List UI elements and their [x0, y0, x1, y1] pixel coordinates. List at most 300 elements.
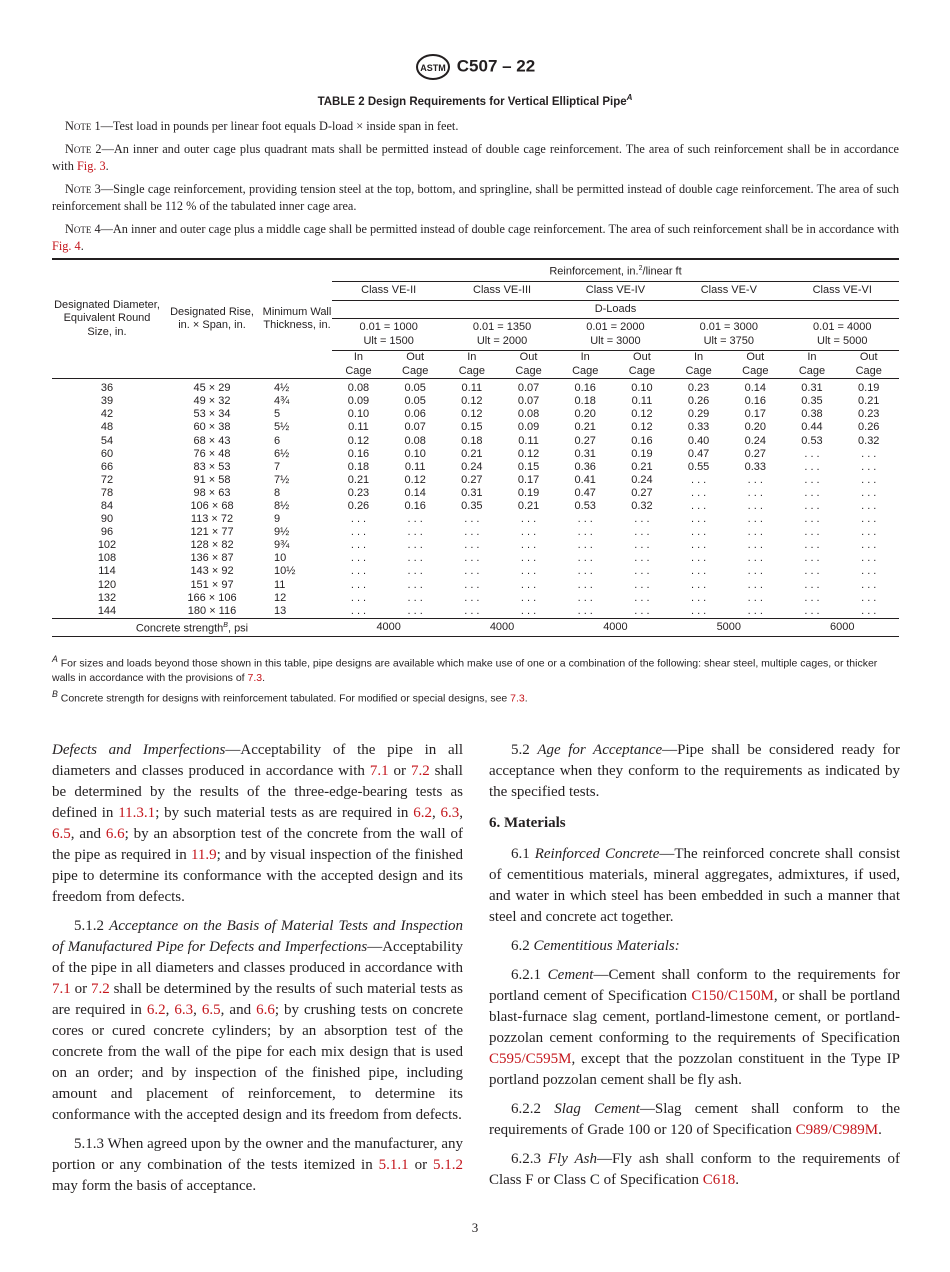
- in-cage-cell: 0.35: [801, 395, 823, 408]
- rise-span-cell: 121 × 77: [190, 526, 234, 539]
- wall-thickness-cell: 4¾: [274, 395, 290, 408]
- in-cage-cell: 0.15: [461, 421, 483, 434]
- text-run: or: [408, 1157, 433, 1173]
- in-cage-cell: . . .: [804, 539, 820, 552]
- table-row: [52, 435, 899, 448]
- in-cage-cell: 0.23: [347, 486, 370, 499]
- in-cage-cell: . . .: [577, 552, 593, 565]
- in-cage-cell: . . .: [804, 565, 820, 578]
- dload-ult: Ult = 5000: [817, 334, 868, 347]
- table-row: [52, 487, 899, 500]
- in-cage-cell: 0.21: [574, 421, 596, 434]
- in-cage-cell: . . .: [464, 578, 480, 591]
- out-cage-cell: 0.14: [744, 382, 766, 395]
- text-run: ; by such material tests as are required in: [155, 805, 414, 821]
- in-cage-cell: . . .: [464, 565, 480, 578]
- out-cage-cell: . . .: [747, 539, 763, 552]
- text-run: —Cement shall conform to the requirements for portland cement of Specification: [489, 967, 900, 1004]
- left-text-column: [52, 740, 463, 1205]
- cross-reference-link[interactable]: 6.2: [413, 805, 432, 821]
- paragraph: [489, 1099, 900, 1141]
- size-cell: 42: [100, 408, 114, 421]
- text-run: , and: [70, 826, 106, 842]
- in-cage-cell: . . .: [577, 565, 593, 578]
- out-cage-cell: 0.08: [404, 434, 426, 447]
- class-header: Class VE-IV: [559, 282, 672, 301]
- note-text: .: [105, 159, 109, 173]
- in-cage-cell: . . .: [350, 578, 367, 591]
- text-run: —Acceptability of the pipe in all diameters and classes produced in accordance with: [52, 742, 463, 779]
- text-run: 6.1: [511, 846, 535, 862]
- out-cage-cell: . . .: [747, 591, 763, 604]
- out-cage-cell: 0.21: [858, 395, 880, 408]
- note-label: Note 4: [65, 222, 101, 236]
- italic-heading: Age for Acceptance: [537, 742, 663, 758]
- cross-reference-link[interactable]: C595/C595M: [489, 1051, 572, 1067]
- in-cage-cell: 0.44: [801, 421, 823, 434]
- table-row: [52, 592, 899, 605]
- in-cage-cell: . . .: [690, 526, 707, 539]
- out-cage-cell: . . .: [747, 526, 763, 539]
- cross-reference-link[interactable]: 6.3: [174, 1002, 194, 1018]
- table-row: [52, 526, 899, 539]
- cross-reference-link[interactable]: 5.1.1: [378, 1157, 409, 1173]
- paragraph: [52, 916, 463, 1126]
- size-cell: 132: [97, 591, 117, 604]
- in-cage-cell: 0.11: [348, 421, 369, 434]
- in-cage-header: In Cage: [445, 351, 498, 379]
- rise-span-cell: 151 × 97: [190, 578, 234, 591]
- out-cage-cell: . . .: [520, 565, 537, 578]
- text-run: —Acceptability of the pipe in all diameters and classes produced in accordance with: [52, 939, 463, 976]
- out-cage-cell: . . .: [634, 552, 650, 565]
- rise-span-cell: 53 × 34: [193, 408, 231, 421]
- out-cage-cell: 0.15: [517, 460, 540, 473]
- in-cage-cell: . . .: [690, 591, 707, 604]
- out-cage-cell: 0.10: [404, 447, 426, 460]
- table-row: [52, 552, 899, 565]
- in-cage-cell: . . .: [577, 591, 593, 604]
- cross-reference-link[interactable]: 7.3: [510, 692, 525, 704]
- in-cage-cell: . . .: [577, 513, 593, 526]
- cross-reference-link[interactable]: 7.2: [410, 763, 430, 779]
- class-header: Class VE-V: [672, 282, 785, 301]
- note-link[interactable]: Fig. 4: [52, 239, 81, 253]
- out-cage-cell: . . .: [861, 447, 877, 460]
- cross-reference-link[interactable]: 6.2: [146, 1002, 166, 1018]
- cross-reference-link[interactable]: 7.3: [247, 671, 263, 684]
- text-run: or: [388, 763, 411, 779]
- concrete-strength-value: 4000: [376, 620, 401, 633]
- cross-reference-link[interactable]: 6.5: [201, 1002, 221, 1018]
- in-cage-cell: . . .: [804, 486, 820, 499]
- cross-reference-link[interactable]: C989/C989M: [795, 1122, 879, 1138]
- in-cage-cell: 0.18: [347, 460, 370, 473]
- text-run: ,: [165, 1002, 175, 1018]
- text-run: .: [262, 671, 266, 684]
- rise-span-cell: 128 × 82: [190, 539, 234, 552]
- rise-span-cell: 136 × 87: [190, 552, 234, 565]
- out-cage-cell: . . .: [861, 552, 877, 565]
- wall-thickness-cell: 9½: [274, 526, 290, 539]
- footnote-mark: B: [52, 688, 58, 699]
- dload-01: 0.01 = 3000: [699, 321, 759, 334]
- in-cage-cell: 0.26: [687, 395, 710, 408]
- out-cage-cell: . . .: [861, 591, 877, 604]
- col-header-size: Designated Diameter, Equivalent Round Size, in.: [52, 259, 162, 379]
- in-cage-cell: 0.18: [574, 395, 596, 408]
- cross-reference-link[interactable]: 6.6: [256, 1002, 275, 1018]
- out-cage-cell: . . .: [634, 526, 650, 539]
- in-cage-cell: . . .: [464, 591, 480, 604]
- wall-thickness-cell: 5: [274, 408, 281, 421]
- out-cage-cell: 0.07: [404, 421, 426, 434]
- out-cage-cell: . . .: [861, 473, 877, 486]
- size-cell: 78: [100, 486, 114, 499]
- text-run: ; by crushing tests on concrete cores or cured concrete cylinders; by an absorption test of the concrete from the wall of the pipe for each mix design that is used on an order; and by inspection of the finished pipe, including amount and placement of reinforcement, to determine its conformance with the accepted design and its freedom from defects.: [52, 1002, 464, 1123]
- concrete-strength-value: 5000: [716, 620, 742, 633]
- out-cage-cell: 0.12: [517, 447, 540, 460]
- table-row: [52, 565, 899, 578]
- table-note: [52, 221, 899, 255]
- italic-heading: Fly Ash: [547, 1151, 597, 1167]
- rise-span-cell: 180 × 116: [187, 604, 237, 617]
- size-cell: 84: [100, 500, 114, 512]
- cross-reference-link[interactable]: 11.3.1: [118, 805, 156, 821]
- out-cage-cell: 0.10: [631, 382, 653, 395]
- paragraph: [489, 936, 900, 957]
- size-cell: 102: [97, 539, 117, 552]
- italic-heading: Slag Cement: [554, 1101, 640, 1117]
- text-run: or: [70, 981, 91, 997]
- out-cage-cell: 0.20: [744, 421, 766, 434]
- table-notes: [52, 118, 899, 261]
- cross-reference-link[interactable]: 11.9: [190, 847, 217, 863]
- cross-reference-link[interactable]: 7.1: [52, 981, 71, 997]
- italic-heading: Cementitious Materials:: [533, 938, 680, 954]
- out-cage-header: Out Cage: [385, 351, 445, 379]
- out-cage-header: Out Cage: [838, 351, 899, 379]
- in-cage-cell: . . .: [690, 539, 707, 552]
- in-cage-cell: . . .: [350, 539, 367, 552]
- concrete-strength-value: 6000: [830, 620, 855, 633]
- out-cage-cell: . . .: [747, 604, 763, 617]
- out-cage-cell: 0.32: [631, 500, 653, 512]
- cross-reference-link[interactable]: 6.5: [52, 826, 71, 842]
- dload-01: 0.01 = 1000: [359, 321, 418, 334]
- note-text: .: [80, 239, 84, 253]
- out-cage-cell: . . .: [861, 604, 877, 617]
- italic-heading: Acceptance on the Basis of Material Tests and Inspection of Manufactured Pipe for Defects and Imperfections: [52, 918, 464, 955]
- out-cage-cell: 0.19: [517, 486, 540, 499]
- in-cage-header: In Cage: [672, 351, 725, 379]
- rise-span-cell: 68 × 43: [193, 434, 231, 447]
- out-cage-cell: 0.11: [404, 460, 426, 473]
- text-run: For sizes and loads beyond those shown in this table, pipe designs are available which make use of one or a combination of the following: shear steel, multiple cages, or thicker walls in accordance with the provisions of: [52, 657, 878, 684]
- out-cage-cell: . . .: [520, 604, 537, 617]
- out-cage-cell: . . .: [634, 591, 650, 604]
- table-row: [52, 579, 899, 592]
- in-cage-cell: . . .: [804, 578, 820, 591]
- in-cage-cell: 0.10: [347, 408, 370, 421]
- size-cell: 114: [98, 565, 116, 578]
- out-cage-cell: 0.24: [744, 434, 766, 447]
- out-cage-cell: . . .: [747, 565, 763, 578]
- col-header-rise: Designated Rise, in. × Span, in.: [162, 259, 262, 379]
- in-cage-cell: 0.21: [461, 447, 483, 460]
- dload-01: 0.01 = 1350: [472, 321, 532, 334]
- out-cage-cell: 0.17: [517, 473, 540, 486]
- size-cell: 90: [100, 513, 114, 526]
- in-cage-cell: 0.31: [801, 382, 823, 395]
- page-number: 3: [471, 1220, 479, 1235]
- text-run: , except that the pozzolan constituent in the Type IP portland pozzolan cement shall be fly ash.: [489, 1051, 900, 1088]
- out-cage-header: Out Cage: [612, 351, 672, 379]
- wall-thickness-cell: 9: [274, 513, 281, 526]
- out-cage-cell: 0.17: [744, 408, 766, 421]
- in-cage-cell: 0.11: [461, 382, 483, 395]
- text-run: 5.2: [511, 742, 538, 758]
- wall-thickness-cell: 4½: [274, 382, 290, 395]
- size-cell: 48: [100, 421, 114, 434]
- dload-01: 0.01 = 2000: [586, 321, 645, 334]
- in-cage-cell: . . .: [464, 604, 480, 617]
- in-cage-cell: 0.53: [801, 434, 823, 447]
- note-text: —An inner and outer cage plus a middle cage shall be permitted instead of double cage reinforcement. The area of such reinforcement shall be in accordance with: [100, 222, 900, 236]
- size-cell: 36: [100, 382, 114, 395]
- text-run: 6. Materials: [489, 815, 566, 831]
- footnote: [52, 652, 899, 685]
- cross-reference-link[interactable]: 7.2: [90, 981, 110, 997]
- out-cage-cell: . . .: [861, 565, 877, 578]
- out-cage-cell: . . .: [861, 460, 877, 473]
- col-header-reinforcement: Reinforcement, in.$^2$/linear ft: [332, 259, 899, 282]
- rise-span-cell: 98 × 63: [193, 486, 231, 499]
- dload-ult: Ult = 2000: [476, 334, 528, 347]
- dload-ult: Ult = 3750: [703, 334, 755, 347]
- in-cage-cell: . . .: [577, 604, 593, 617]
- in-cage-cell: . . .: [804, 500, 820, 512]
- out-cage-cell: . . .: [407, 513, 423, 526]
- out-cage-cell: 0.27: [631, 486, 653, 499]
- in-cage-cell: 0.29: [687, 408, 710, 421]
- text-run: 5.1.3 When agreed upon by the owner and the manufacturer, any portion or any combination of the tests itemized in: [52, 1136, 463, 1173]
- in-cage-cell: 0.26: [347, 500, 370, 512]
- dloads-header: D-Loads: [332, 300, 899, 319]
- in-cage-cell: . . .: [804, 591, 820, 604]
- in-cage-cell: 0.23: [687, 382, 710, 395]
- note-label: Note 2: [65, 142, 102, 156]
- table-row: [52, 461, 899, 474]
- in-cage-cell: . . .: [690, 552, 707, 565]
- in-cage-cell: 0.33: [687, 421, 710, 434]
- in-cage-cell: 0.09: [347, 395, 370, 408]
- wall-thickness-cell: 7: [274, 460, 281, 473]
- out-cage-cell: . . .: [634, 565, 650, 578]
- right-text-column: [489, 740, 900, 1199]
- paragraph: [489, 844, 900, 928]
- designation: C507 – 22: [456, 56, 536, 76]
- footnote-mark: A: [52, 654, 58, 664]
- cross-reference-link[interactable]: 7.1: [369, 763, 389, 779]
- wall-thickness-cell: 10½: [274, 565, 296, 578]
- in-cage-cell: 0.24: [461, 460, 483, 473]
- rise-span-cell: 166 × 106: [187, 591, 237, 604]
- table-note: [52, 181, 899, 215]
- cross-reference-link[interactable]: 6.3: [440, 805, 460, 821]
- in-cage-cell: . . .: [350, 526, 367, 539]
- wall-thickness-cell: 7½: [274, 473, 290, 486]
- out-cage-cell: . . .: [747, 486, 763, 499]
- table-footnotes: [52, 652, 899, 707]
- wall-thickness-cell: 6: [274, 434, 281, 447]
- paragraph: [489, 1149, 900, 1191]
- rise-span-cell: 113 × 72: [190, 513, 234, 526]
- table-title: TABLE 2 Design Requirements for Vertical Elliptical Pipe$^A$: [317, 93, 633, 108]
- wall-thickness-cell: 10: [274, 552, 287, 565]
- size-cell: 60: [100, 447, 114, 460]
- in-cage-cell: . . .: [577, 526, 593, 539]
- out-cage-cell: . . .: [861, 486, 877, 499]
- concrete-strength-label: Concrete strength$^B$, psi: [135, 621, 249, 635]
- size-cell: 108: [97, 552, 117, 565]
- wall-thickness-cell: 6½: [274, 447, 290, 460]
- out-cage-cell: 0.05: [404, 395, 426, 408]
- out-cage-cell: . . .: [861, 513, 877, 526]
- text-run: ; and by visual inspection of the finished pipe to determine its conformance with the accepted design and its freedom from defects.: [52, 847, 463, 905]
- in-cage-cell: . . .: [690, 473, 707, 486]
- col-header-wall: Minimum Wall Thickness, in.: [262, 259, 332, 379]
- class-header: Class VE-VI: [786, 282, 900, 301]
- dload-ult: Ult = 1500: [363, 334, 414, 347]
- size-cell: 72: [100, 473, 114, 486]
- in-cage-cell: . . .: [464, 539, 480, 552]
- out-cage-cell: 0.24: [631, 473, 653, 486]
- in-cage-cell: . . .: [690, 578, 707, 591]
- out-cage-cell: . . .: [520, 526, 537, 539]
- rise-span-cell: 60 × 38: [193, 421, 231, 434]
- table-row: [52, 408, 899, 421]
- note-label: Note 1: [65, 119, 101, 133]
- concrete-strength-value: 4000: [603, 620, 628, 633]
- cross-reference-link[interactable]: C150/C150M: [691, 988, 774, 1004]
- in-cage-cell: . . .: [350, 565, 367, 578]
- wall-thickness-cell: 13: [274, 604, 287, 617]
- in-cage-cell: 0.27: [574, 434, 596, 447]
- table-row: [52, 474, 899, 487]
- table-row: [52, 421, 899, 434]
- out-cage-cell: 0.12: [631, 421, 653, 434]
- in-cage-cell: 0.53: [574, 500, 596, 512]
- note-link[interactable]: Fig. 3: [76, 159, 106, 173]
- in-cage-cell: 0.47: [574, 486, 596, 499]
- in-cage-header: In Cage: [559, 351, 612, 379]
- size-cell: 39: [100, 395, 114, 408]
- wall-thickness-cell: 9¾: [274, 539, 290, 552]
- cross-reference-link[interactable]: C618: [702, 1172, 736, 1188]
- out-cage-cell: 0.19: [631, 447, 653, 460]
- cross-reference-link[interactable]: 6.6: [105, 826, 125, 842]
- in-cage-cell: . . .: [804, 460, 820, 473]
- dload-values: [559, 319, 672, 351]
- out-cage-cell: 0.23: [858, 408, 880, 421]
- out-cage-cell: 0.32: [858, 434, 880, 447]
- in-cage-cell: . . .: [804, 604, 820, 617]
- dload-values: [672, 319, 785, 351]
- rise-span-cell: 76 × 48: [193, 447, 231, 460]
- in-cage-cell: 0.08: [347, 382, 370, 395]
- out-cage-cell: . . .: [747, 500, 763, 512]
- size-cell: 54: [100, 434, 114, 447]
- out-cage-cell: . . .: [407, 591, 423, 604]
- table-note: [52, 141, 899, 175]
- out-cage-cell: . . .: [634, 604, 650, 617]
- out-cage-cell: . . .: [520, 578, 537, 591]
- text-run: , and: [220, 1002, 257, 1018]
- out-cage-cell: . . .: [861, 578, 877, 591]
- table-row: [52, 395, 899, 408]
- table-row: [52, 500, 899, 513]
- out-cage-cell: . . .: [520, 513, 537, 526]
- dload-01: 0.01 = 4000: [813, 321, 872, 334]
- out-cage-cell: . . .: [861, 539, 877, 552]
- svg-text:ASTM: ASTM: [420, 63, 446, 73]
- wall-thickness-cell: 11: [274, 578, 286, 591]
- text-run: .: [524, 692, 528, 704]
- table-note: [52, 118, 899, 135]
- italic-heading: Defects and Imperfections: [52, 742, 226, 758]
- out-cage-header: Out Cage: [498, 351, 558, 379]
- in-cage-cell: . . .: [464, 513, 480, 526]
- in-cage-cell: 0.16: [347, 447, 370, 460]
- in-cage-cell: 0.18: [461, 434, 483, 447]
- cross-reference-link[interactable]: 5.1.2: [433, 1157, 463, 1173]
- text-run: may form the basis of acceptance.: [52, 1178, 257, 1194]
- footnote: [52, 687, 899, 706]
- out-cage-cell: 0.16: [744, 395, 766, 408]
- in-cage-cell: 0.12: [461, 408, 483, 421]
- size-cell: 66: [100, 460, 114, 473]
- table-row: [52, 539, 899, 552]
- rise-span-cell: 91 × 58: [193, 473, 231, 486]
- out-cage-header: Out Cage: [725, 351, 785, 379]
- table-row: [52, 448, 899, 461]
- text-run: ,: [431, 805, 441, 821]
- text-run: —Slag cement shall conform to the requirements of Grade 100 or 120 of Specification: [489, 1101, 900, 1138]
- text-run: .: [735, 1172, 740, 1188]
- out-cage-cell: 0.06: [404, 408, 426, 421]
- out-cage-cell: . . .: [407, 539, 423, 552]
- out-cage-cell: . . .: [520, 591, 537, 604]
- out-cage-cell: 0.19: [858, 382, 880, 395]
- out-cage-cell: . . .: [407, 526, 423, 539]
- out-cage-cell: 0.11: [518, 434, 539, 447]
- in-cage-cell: . . .: [804, 552, 820, 565]
- out-cage-cell: 0.33: [744, 460, 766, 473]
- text-run: —The reinforced concrete shall consist of cementitious materials, mineral aggregates, admixtures, if used, and water in which steel has been embedded in such a manner that steel and concrete act together.: [489, 846, 900, 925]
- rise-span-cell: 106 × 68: [190, 500, 234, 512]
- text-run: 5.1.2: [74, 918, 110, 934]
- text-run: shall be determined by the results of the three-edge-bearing tests as defined in: [52, 763, 463, 821]
- in-cage-cell: . . .: [804, 473, 820, 486]
- italic-heading: Reinforced Concrete: [534, 846, 660, 862]
- text-run: —Fly ash shall conform to the requirements of Class F or Class C of Specification: [489, 1151, 900, 1188]
- in-cage-cell: 0.35: [461, 500, 483, 512]
- in-cage-cell: 0.47: [687, 447, 710, 460]
- size-cell: 96: [100, 526, 114, 539]
- table-row: [52, 605, 899, 619]
- in-cage-cell: 0.21: [347, 473, 370, 486]
